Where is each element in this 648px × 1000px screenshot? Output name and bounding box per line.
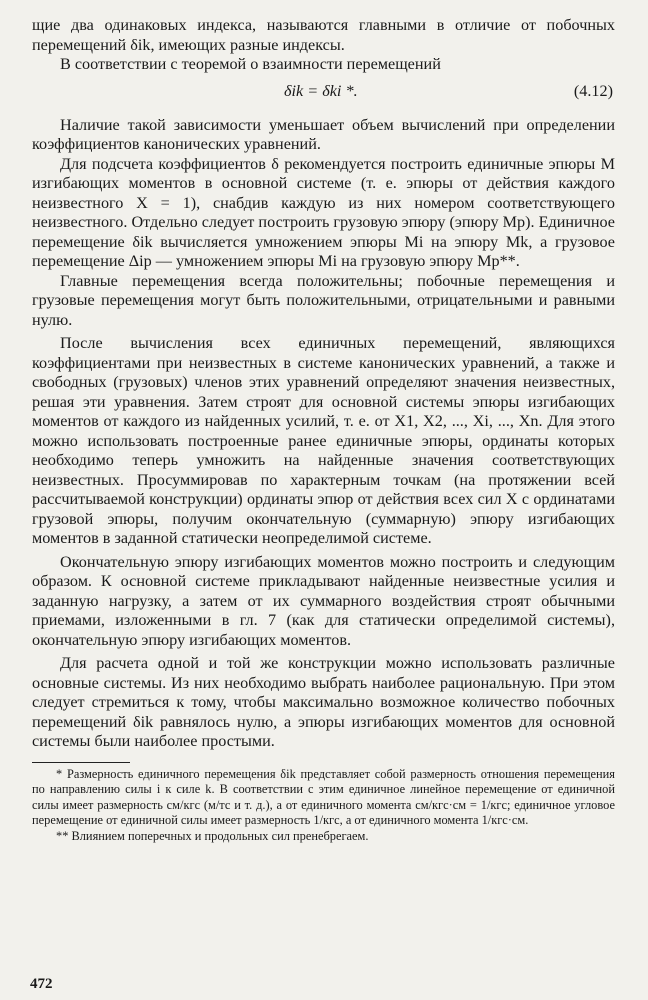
document-page <box>32 16 615 844</box>
paragraph-7: Окончательную эпюру изгибающих моментов можно построить и следующим образом. К основной системе прикладывают найденные неизвестные усилия и заданную нагрузку, а затем от их суммарного воздействия строят обычными приемами, изложенными в гл. 7 (как для статически определимой системы), окончательную эпюру изгибающих моментов. <box>32 552 615 649</box>
paragraph-1: щие два одинаковых индекса, называются главными в отличие от побочных перемещений δik, имеющих разные индексы. <box>32 16 615 54</box>
formula-expression: δik = δki *. <box>284 81 358 100</box>
formula-4-12 <box>32 79 615 103</box>
equation-number: (4.12) <box>573 81 613 100</box>
paragraph-4: Для подсчета коэффициентов δ рекомендуется построить единичные эпюры M изгибающих моментов в основной системе (т. е. эпюры от действия каждого неизвестного X = 1), снабдив каждую из них номером соответствующего неизвестного. Отдельно следует построить грузовую эпюру (эпюру Mp). Единичное перемещение δik вычисляется умножением эпюры Mi на эпюру Mk, а грузовое перемещение Δip — умножением эпюры Mi на грузовую эпюру Mp**. <box>32 154 615 270</box>
footnote-divider <box>32 762 130 763</box>
paragraph-2: В соответствии с теоремой о взаимности перемещений <box>60 55 441 73</box>
page-number: 472 <box>30 976 53 992</box>
paragraph-3: Наличие такой зависимости уменьшает объем вычислений при определении коэффициентов канонических уравнений. <box>32 115 615 153</box>
footnote-2: ** Влиянием поперечных и продольных сил пренебрегаем. <box>56 828 369 843</box>
footnote-1: * Размерность единичного перемещения δik представляет собой размерность отношения перемещения по направлению силы i к силе k. В соответствии с этим единичное линейное перемещение от единичной силы имеет размерность см/кгс (м/тс и т. д.), а от единичного момента см/кгс·см = 1/кгс; единичное угловое перемещение от единичной силы имеет размерность 1/кгс, а от единичного момента 1/кгс·см. <box>32 766 615 827</box>
paragraph-8: Для расчета одной и той же конструкции можно использовать различные основные системы. Из них необходимо выбрать наиболее рациональную. При этом следует стремиться к тому, чтобы максимально возможное количество побочных перемещений δik равнялось нулю, а эпюры изгибающих моментов для основной системы были наиболее простыми. <box>32 654 615 750</box>
paragraph-5: Главные перемещения всегда положительны; побочные перемещения и грузовые перемещения могут быть положительными, отрицательными и равными нулю. <box>32 271 615 329</box>
paragraph-6: После вычисления всех единичных перемещений, являющихся коэффициентами при неизвестных в системе канонических уравнений, а также и свободных (грузовых) членов этих уравнений определяют значения неизвестных, решая эти уравнения. Затем строят для основной системы эпюры изгибающих моментов от каждого из найденных усилий, т. е. от X1, X2, ..., Xi, ..., Xn. Для этого можно использовать построенные ранее единичные эпюры, ординаты которых необходимо теперь умножить на найденные значения соответствующих неизвестных. Просуммировав по характерным точкам (на протяжении всей рассчитываемой конструкции) ординаты эпюр от действия всех сил X с ординатами грузовой эпюры, получим окончательную (суммарную) эпюру изгибающих моментов в заданной статически неопределимой системе. <box>32 334 615 547</box>
